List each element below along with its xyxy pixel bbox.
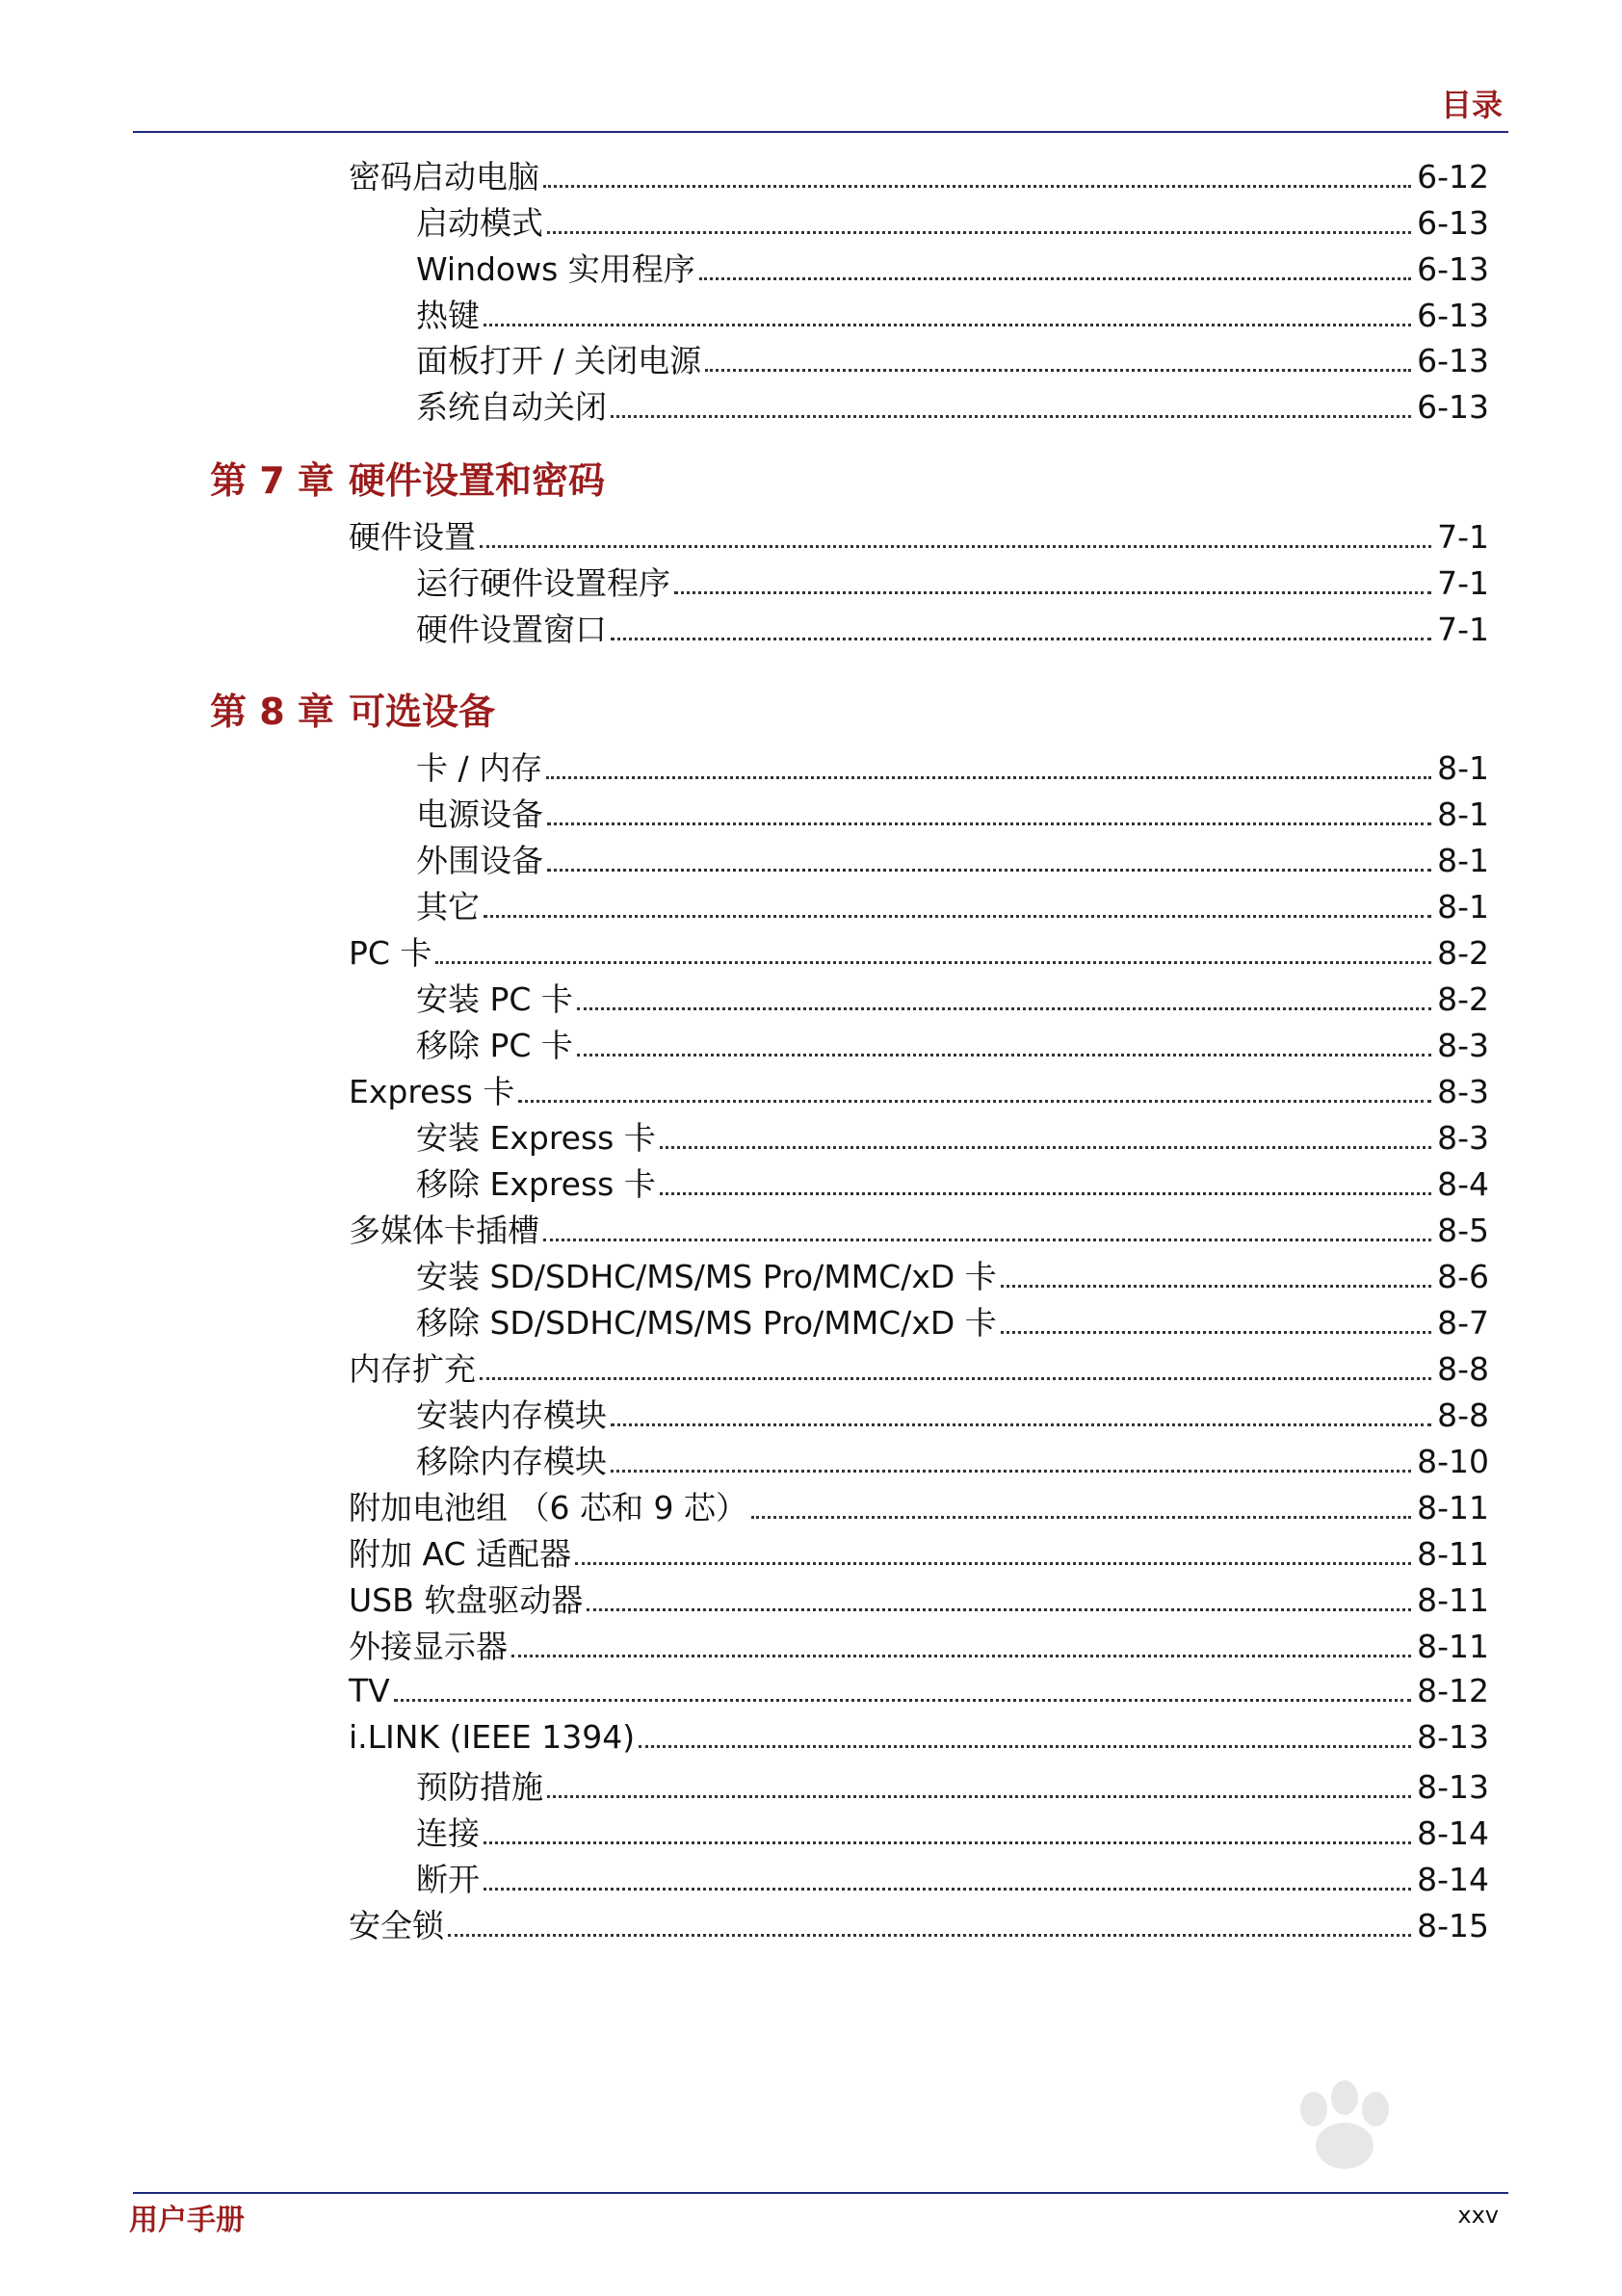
dot-leader xyxy=(639,1745,1411,1748)
chapter-number: 第 8 章 xyxy=(210,691,334,733)
toc-entry[interactable] xyxy=(349,1348,1489,1391)
dot-leader xyxy=(611,1470,1411,1473)
toc-entry[interactable] xyxy=(416,1441,1489,1483)
toc-entry-page: 8-2 xyxy=(1437,934,1489,972)
toc-entry-page: 8-15 xyxy=(1417,1907,1489,1944)
toc-entry[interactable] xyxy=(349,1579,1489,1622)
dot-leader xyxy=(577,1054,1431,1057)
toc-entry-page: 6-13 xyxy=(1417,297,1489,334)
toc-entry[interactable] xyxy=(416,747,1489,790)
toc-entry-title: 断开 xyxy=(416,1861,480,1898)
section-title: 目录 xyxy=(1440,87,1503,123)
dot-leader xyxy=(484,1888,1411,1891)
toc-entry[interactable] xyxy=(416,1163,1489,1206)
toc-entry[interactable] xyxy=(416,1256,1489,1298)
chapter-title: 硬件设置和密码 xyxy=(349,459,606,502)
toc-entry[interactable] xyxy=(349,156,1489,198)
dot-leader xyxy=(543,1239,1431,1241)
toc-entry-page: 8-11 xyxy=(1417,1628,1489,1665)
dot-leader xyxy=(547,822,1431,825)
toc-entry[interactable] xyxy=(416,1766,1489,1809)
toc-entry-title: 安装内存模块 xyxy=(416,1396,607,1434)
toc-entry-page: 8-3 xyxy=(1437,1119,1489,1157)
dot-leader xyxy=(546,776,1431,779)
dot-leader xyxy=(660,1192,1431,1195)
toc-entry[interactable] xyxy=(349,932,1489,975)
dot-leader xyxy=(543,185,1411,188)
dot-leader xyxy=(1001,1285,1431,1288)
dot-leader xyxy=(699,277,1411,280)
toc-entry-title: i.LINK (IEEE 1394) xyxy=(349,1718,636,1756)
toc-entry-title: 卡 / 内存 xyxy=(416,749,543,787)
footer-manual-title: 用户手册 xyxy=(129,2204,245,2237)
toc-entry[interactable] xyxy=(416,562,1489,605)
dot-leader xyxy=(448,1934,1411,1937)
toc-entry-page: 8-3 xyxy=(1437,1073,1489,1110)
dot-leader xyxy=(587,1608,1411,1611)
toc-entry[interactable] xyxy=(349,1071,1489,1113)
dot-leader xyxy=(484,915,1431,918)
toc-entry[interactable] xyxy=(416,978,1489,1021)
toc-entry[interactable] xyxy=(416,794,1489,836)
toc-entry-page: 8-7 xyxy=(1437,1304,1489,1342)
dot-leader xyxy=(577,1007,1431,1010)
toc-entry-title: 安装 Express 卡 xyxy=(416,1119,656,1157)
toc-entry-page: 8-10 xyxy=(1417,1443,1489,1480)
toc-entry[interactable] xyxy=(416,340,1489,382)
toc-entry-title: 移除 PC 卡 xyxy=(416,1027,573,1064)
toc-entry-page: 8-8 xyxy=(1437,1350,1489,1388)
dot-leader xyxy=(394,1699,1411,1702)
toc-entry-page: 8-2 xyxy=(1437,980,1489,1018)
dot-leader xyxy=(674,591,1431,594)
toc-entry[interactable] xyxy=(416,1813,1489,1855)
toc-entry-title: 其它 xyxy=(416,888,480,926)
toc-entry[interactable] xyxy=(416,886,1489,928)
chapter-heading xyxy=(210,451,605,504)
page-number: xxv xyxy=(1457,2202,1499,2229)
toc-entry-title: 安装 PC 卡 xyxy=(416,980,573,1018)
dot-leader xyxy=(660,1146,1431,1149)
toc-entry-page: 7-1 xyxy=(1437,611,1489,648)
toc-entry-page: 8-14 xyxy=(1417,1861,1489,1898)
toc-entry-page: 8-1 xyxy=(1437,749,1489,787)
toc-entry-page: 8-1 xyxy=(1437,796,1489,833)
toc-entry[interactable] xyxy=(349,1670,1489,1712)
dot-leader xyxy=(484,324,1411,326)
toc-entry-title: 硬件设置窗口 xyxy=(416,611,607,648)
dot-leader xyxy=(547,1795,1411,1798)
toc-entry[interactable] xyxy=(416,386,1489,429)
dot-leader xyxy=(547,231,1411,234)
baidu-watermark-logo xyxy=(1140,2071,1545,2263)
toc-entry-page: 7-1 xyxy=(1437,564,1489,602)
toc-entry-page: 7-1 xyxy=(1437,518,1489,556)
toc-entry-page: 8-3 xyxy=(1437,1027,1489,1064)
header-rule xyxy=(133,131,1508,133)
toc-entry-page: 6-13 xyxy=(1417,204,1489,242)
toc-entry-title: 安全锁 xyxy=(349,1907,444,1944)
toc-entry-title: 热键 xyxy=(416,297,480,334)
dot-leader xyxy=(575,1562,1411,1565)
toc-entry[interactable] xyxy=(349,1905,1489,1947)
toc-entry-page: 6-13 xyxy=(1417,342,1489,379)
toc-entry[interactable] xyxy=(416,1117,1489,1160)
dot-leader xyxy=(511,1655,1411,1657)
toc-entry-title: 外围设备 xyxy=(416,842,543,879)
toc-entry-title: Express 卡 xyxy=(349,1073,515,1110)
toc-entry[interactable] xyxy=(349,1533,1489,1576)
toc-entry-page: 8-13 xyxy=(1417,1718,1489,1756)
dot-leader xyxy=(518,1100,1431,1103)
toc-entry-page: 8-1 xyxy=(1437,842,1489,879)
toc-entry-page: 8-1 xyxy=(1437,888,1489,926)
dot-leader xyxy=(480,1377,1431,1380)
dot-leader xyxy=(435,961,1431,964)
toc-entry-title: 内存扩充 xyxy=(349,1350,476,1388)
dot-leader xyxy=(611,415,1411,418)
toc-entry-title: 移除 SD/SDHC/MS/MS Pro/MMC/xD 卡 xyxy=(416,1304,997,1342)
dot-leader xyxy=(751,1516,1411,1519)
toc-entry-title: 密码启动电脑 xyxy=(349,158,539,196)
toc-entry-title: 面板打开 / 关闭电源 xyxy=(416,342,702,379)
toc-entry-title: 电源设备 xyxy=(416,796,543,833)
toc-entry-title: 附加电池组 （6 芯和 9 芯） xyxy=(349,1489,747,1526)
toc-entry-title: 系统自动关闭 xyxy=(416,388,607,426)
toc-entry-title: 硬件设置 xyxy=(349,518,476,556)
chapter-heading xyxy=(210,682,495,735)
toc-entry-title: Windows 实用程序 xyxy=(416,250,695,288)
toc-entry[interactable] xyxy=(416,1302,1489,1344)
toc-entry-page: 8-8 xyxy=(1437,1396,1489,1434)
toc-entry-title: USB 软盘驱动器 xyxy=(349,1581,584,1619)
toc-entry[interactable] xyxy=(349,516,1489,559)
toc-entry-title: TV xyxy=(349,1672,390,1709)
toc-entry[interactable] xyxy=(416,1025,1489,1067)
dot-leader xyxy=(611,638,1431,640)
toc-entry-page: 8-5 xyxy=(1437,1212,1489,1249)
dot-leader xyxy=(611,1423,1431,1426)
toc-entry-page: 8-11 xyxy=(1417,1489,1489,1526)
toc-entry-title: 移除 Express 卡 xyxy=(416,1165,656,1203)
toc-entry[interactable] xyxy=(416,295,1489,337)
toc-entry-title: 附加 AC 适配器 xyxy=(349,1535,572,1573)
toc-entry[interactable] xyxy=(349,1716,1489,1759)
toc-entry[interactable] xyxy=(416,1859,1489,1901)
toc-entry-page: 8-6 xyxy=(1437,1258,1489,1295)
toc-entry-title: 运行硬件设置程序 xyxy=(416,564,670,602)
toc-entry-page: 6-13 xyxy=(1417,388,1489,426)
toc-entry-title: 多媒体卡插槽 xyxy=(349,1212,539,1249)
toc-entry[interactable] xyxy=(416,840,1489,882)
toc-entry-title: 安装 SD/SDHC/MS/MS Pro/MMC/xD 卡 xyxy=(416,1258,997,1295)
toc-entry-page: 8-14 xyxy=(1417,1814,1489,1852)
toc-entry-title: 预防措施 xyxy=(416,1768,543,1806)
dot-leader xyxy=(1001,1331,1431,1334)
toc-entry-page: 8-11 xyxy=(1417,1535,1489,1573)
toc-entry[interactable] xyxy=(416,1395,1489,1437)
toc-entry-title: 移除内存模块 xyxy=(416,1443,607,1480)
toc-entry-title: PC 卡 xyxy=(349,934,432,972)
dot-leader xyxy=(547,869,1431,872)
toc-entry[interactable] xyxy=(349,1487,1489,1529)
dot-leader xyxy=(705,369,1411,372)
dot-leader xyxy=(480,545,1431,548)
dot-leader xyxy=(484,1841,1411,1844)
toc-entry[interactable] xyxy=(416,202,1489,245)
chapter-title: 可选设备 xyxy=(349,691,496,733)
toc-entry-page: 6-12 xyxy=(1417,158,1489,196)
chapter-number: 第 7 章 xyxy=(210,459,334,502)
toc-entry[interactable] xyxy=(349,1210,1489,1252)
toc-entry[interactable] xyxy=(416,248,1489,291)
toc-entry-page: 8-12 xyxy=(1417,1672,1489,1709)
toc-entry-title: 启动模式 xyxy=(416,204,543,242)
toc-entry-page: 8-13 xyxy=(1417,1768,1489,1806)
toc-entry[interactable] xyxy=(349,1626,1489,1668)
toc-entry-page: 8-11 xyxy=(1417,1581,1489,1619)
toc-entry-page: 8-4 xyxy=(1437,1165,1489,1203)
toc-entry-title: 外接显示器 xyxy=(349,1628,508,1665)
toc-entry-title: 连接 xyxy=(416,1814,480,1852)
toc-entry-page: 6-13 xyxy=(1417,250,1489,288)
toc-entry[interactable] xyxy=(416,609,1489,651)
